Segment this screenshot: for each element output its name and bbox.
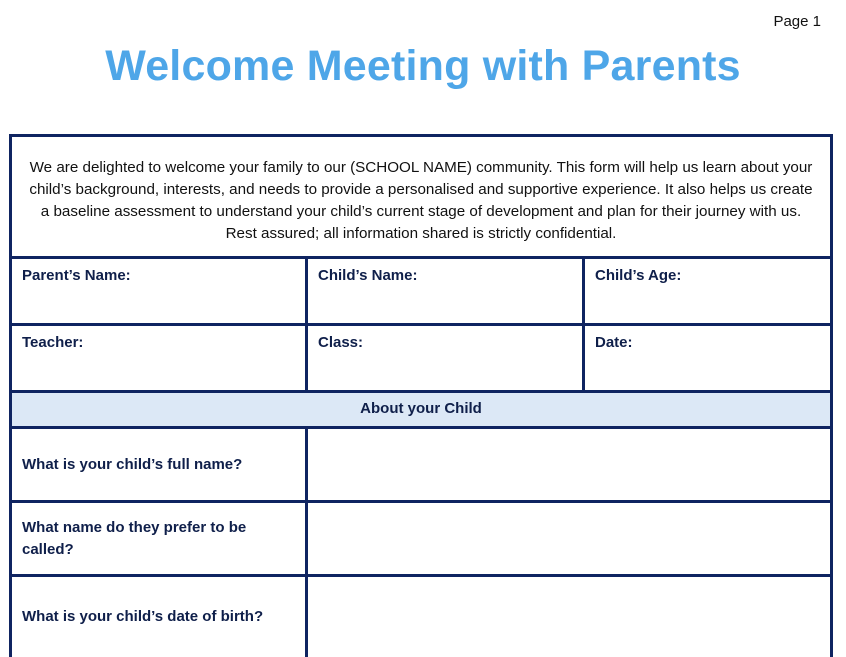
date-field[interactable]: Date: [582,326,830,390]
question-row-date-of-birth [12,577,830,657]
child-age-field[interactable]: Child’s Age: [582,259,830,323]
welcome-form [9,134,833,657]
details-row-2 [12,326,830,393]
question-label: What is your child’s full name? [22,455,243,473]
question-label: What is your child’s date of birth? [22,608,264,625]
question-row-full-name [12,429,830,503]
question-row-preferred-name [12,503,830,577]
page-title: Welcome Meeting with Parents [105,42,741,90]
date-of-birth-answer-field[interactable] [305,577,830,657]
section-header-about-child: About your Child [12,393,830,429]
full-name-answer-field[interactable] [305,429,830,500]
class-field[interactable]: Class: [305,326,582,390]
intro-paragraph: We are delighted to welcome your family to our (SCHOOL NAME) community. This form will help us learn about your child’s background, interests, and needs to provide a personalised and supportive experience. It also helps us create a baseline assessment to understand your child’s current stage of development and plan for their journey with us. Rest assured; all information shared is strictly confidential. [12,137,830,259]
page-number: Page 1 [773,13,821,30]
details-row-1 [12,259,830,326]
child-name-field[interactable]: Child’s Name: [305,259,582,323]
teacher-field[interactable]: Teacher: [22,334,84,351]
parent-name-field[interactable]: Parent’s Name: [22,267,131,284]
question-label: What name do they prefer to be called? [22,518,247,558]
preferred-name-answer-field[interactable] [305,503,830,574]
